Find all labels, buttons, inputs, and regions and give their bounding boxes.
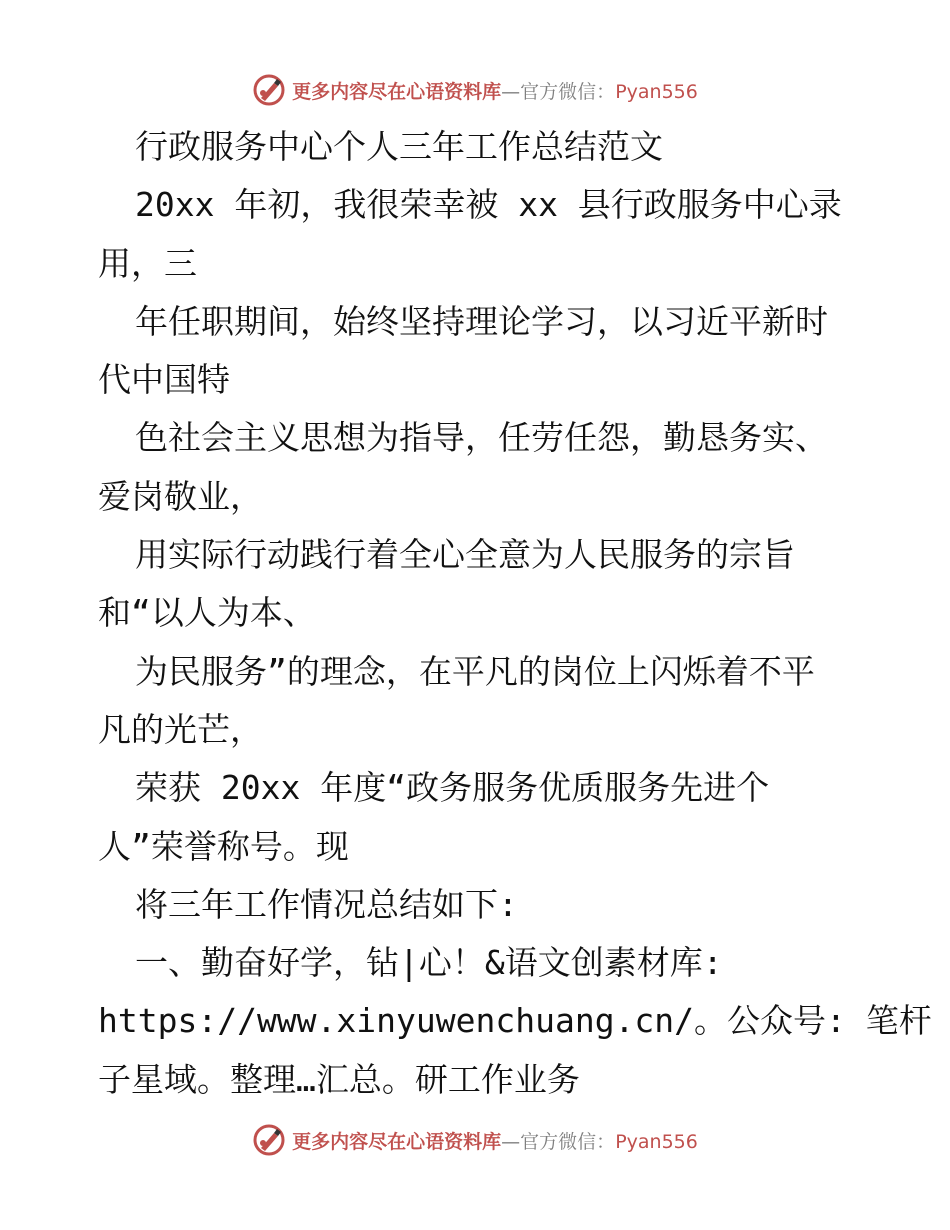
text-line: 20xx 年初，我很荣幸被 xx 县行政服务中心录 — [135, 185, 842, 225]
text-line: 色社会主义思想为指导，任劳任怨，勤恳务实、 — [135, 418, 828, 458]
watermark-main: 更多内容尽在心语资料库 — [292, 80, 502, 103]
watermark-text — [292, 77, 698, 104]
document-body — [98, 118, 932, 1109]
text-line: 代中国特 — [98, 360, 230, 400]
watermark-id: Pyan556 — [615, 80, 698, 103]
text-line: 荣获 20xx 年度“政务服务优质服务先进个 — [135, 768, 770, 808]
text-line: 用，三 — [98, 243, 197, 283]
text-line: https://www.xinyuwenchuang.cn/。公众号: 笔杆 — [98, 1001, 932, 1041]
text-line: 凡的光芒， — [98, 709, 263, 749]
text-line: 年任职期间，始终坚持理论学习，以习近平新时 — [135, 301, 828, 341]
watermark-official: 官方微信： — [520, 80, 616, 103]
watermark-id: Pyan556 — [615, 1130, 698, 1153]
text-line: 爱岗敬业， — [98, 476, 263, 516]
header-watermark — [0, 70, 950, 110]
watermark-dash: — — [501, 1130, 521, 1153]
text-line: 行政服务中心个人三年工作总结范文 — [135, 127, 663, 166]
pen-logo-icon — [252, 1123, 286, 1157]
watermark-dash: — — [501, 80, 521, 103]
text-line: 和“以人为本、 — [98, 593, 316, 633]
watermark-main: 更多内容尽在心语资料库 — [292, 1130, 502, 1153]
text-line: 人”荣誉称号。现 — [98, 826, 349, 866]
pen-logo-icon — [252, 73, 286, 107]
text-line: 将三年工作情况总结如下: — [135, 884, 518, 924]
text-line: 子星域。整理…汇总。研工作业务 — [98, 1059, 580, 1099]
watermark-text — [292, 1127, 698, 1154]
text-line: 为民服务”的理念，在平凡的岗位上闪烁着不平 — [135, 651, 815, 691]
footer-watermark — [0, 1120, 950, 1160]
text-line: 一、勤奋好学，钻|心！&语文创素材库: — [135, 943, 723, 983]
text-line: 用实际行动践行着全心全意为人民服务的宗旨 — [135, 535, 795, 575]
watermark-official: 官方微信： — [520, 1130, 616, 1153]
